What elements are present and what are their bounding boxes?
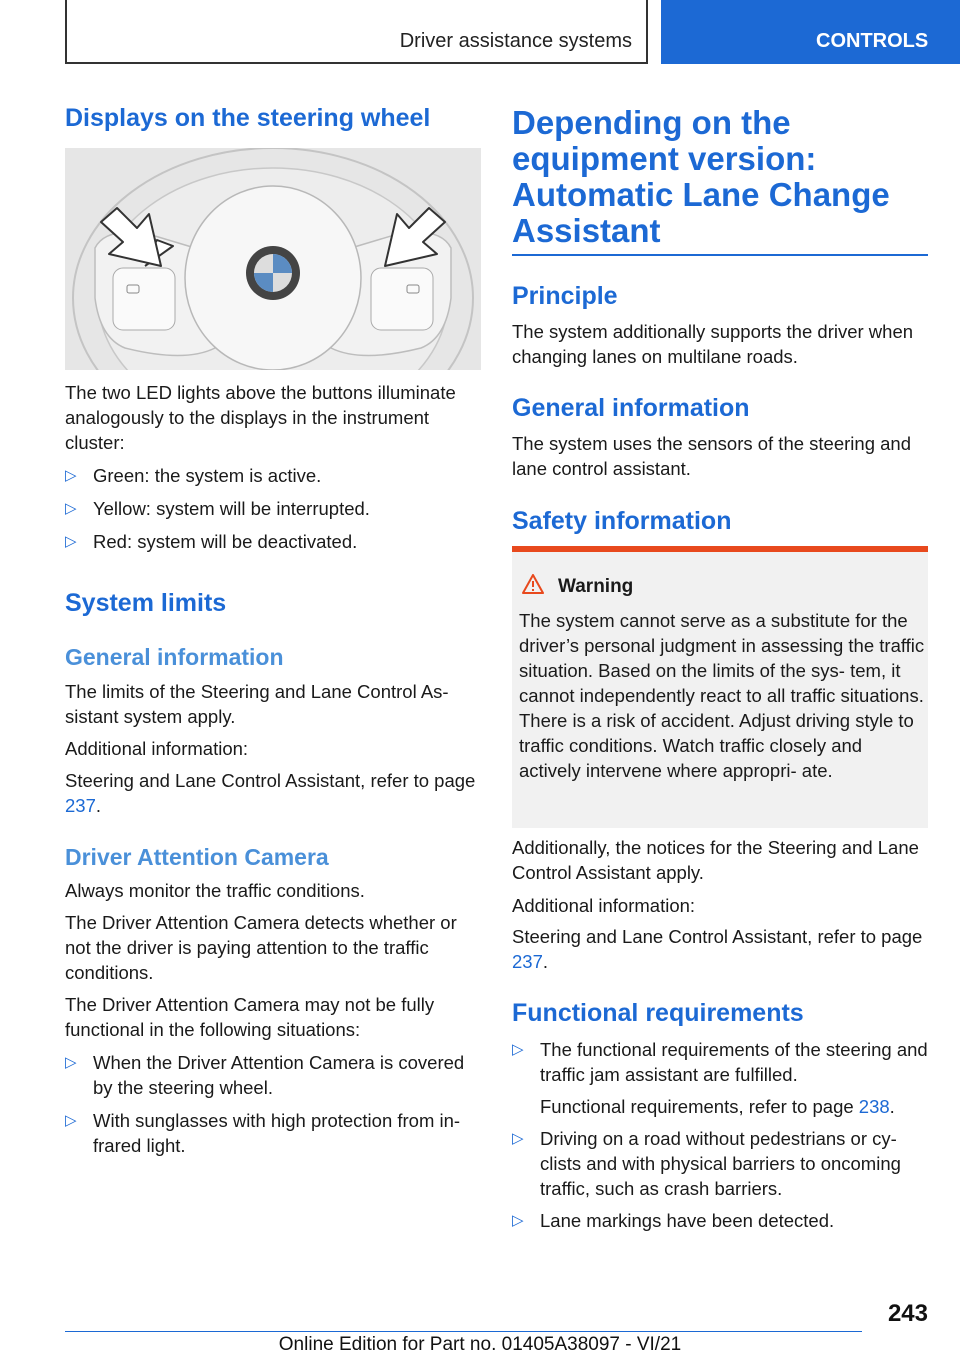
page-link-237-right[interactable]: 237: [512, 951, 543, 972]
camera-paragraph-2: The Driver Attention Camera detects whether or not the driver is paying attention to the traffic conditions.: [65, 912, 457, 983]
led-intro: The two LED lights above the buttons illuminate analogously to the displays in the instrument cluster:: [65, 382, 456, 453]
warning-text: The system cannot serve as a substitute for the driver’s personal judgment in assessing the traffic situation. Based on the limits of the sys‐ tem, it cannot independently react to all traffic situations. There is a risk of accident. Adjust driving style to traffic conditions. Watch traffic closely and actively intervene where appropri‐ ate.: [519, 610, 925, 781]
footer-edition: Online Edition for Part no. 01405A38097 - VI/21: [278, 1334, 682, 1355]
steering-displays-heading: Displays on the steering wheel: [65, 104, 431, 132]
page-title: Depending on the equipment version: Automatic Lane Change Assistant: [512, 104, 890, 249]
func-item-assistants: ▷ The functional requirements of the steering and traffic jam assistant are fulfilled. Functional requirements, refer to page 238.: [512, 1037, 928, 1121]
func-item-road: ▷ Driving on a road without pedestrians or cy‐ clists and with physical barriers to oncoming traffic, such as crash barriers.: [512, 1128, 901, 1199]
triangle-right-icon: ▷: [512, 1041, 524, 1058]
additional-notices: Additionally, the notices for the Steering and Lane Control Assistant apply.: [512, 837, 919, 883]
header-section-box: [65, 0, 648, 64]
triangle-right-icon: ▷: [65, 1054, 77, 1071]
functional-requirements-heading: Functional requirements: [512, 999, 804, 1027]
triangle-right-icon: ▷: [512, 1130, 524, 1147]
warning-box: [512, 552, 928, 828]
page-link-237[interactable]: 237: [65, 795, 96, 816]
triangle-right-icon: ▷: [65, 467, 77, 484]
camera-item-sunglasses: ▷ With sunglasses with high protection from in‐ frared light.: [65, 1110, 461, 1156]
general-information-heading: General information: [65, 644, 284, 670]
camera-item-covered: ▷ When the Driver Attention Camera is covered by the steering wheel.: [65, 1052, 465, 1098]
title-divider: [512, 254, 928, 256]
system-limits-heading: System limits: [65, 589, 227, 617]
safety-information-heading: Safety information: [512, 507, 732, 535]
driver-attention-camera-heading: Driver Attention Camera: [65, 844, 329, 870]
general-information-text: The system uses the sensors of the steering and lane control assistant.: [512, 433, 911, 479]
camera-paragraph-3: The Driver Attention Camera may not be fully functional in the following situations:: [65, 994, 435, 1040]
warning-label: Warning: [558, 576, 634, 597]
limits-additional-info: Additional information:: [65, 738, 249, 759]
principle-heading: Principle: [512, 282, 618, 310]
general-information-heading-right: General information: [512, 394, 750, 422]
additional-info-right: Additional information:: [512, 895, 696, 916]
limits-text: The limits of the Steering and Lane Control As‐ sistant system apply.: [65, 681, 449, 727]
led-item-yellow: ▷ Yellow: system will be interrupted.: [65, 498, 370, 519]
limits-reference: Steering and Lane Control Assistant, refer to page 237.: [65, 770, 476, 816]
led-item-red: ▷ Red: system will be deactivated.: [65, 531, 358, 552]
header-section-title: Driver assistance systems: [399, 30, 632, 52]
steering-wheel-illustration: [65, 148, 481, 370]
page-link-238[interactable]: 238: [858, 1096, 890, 1117]
triangle-right-icon: ▷: [512, 1212, 524, 1229]
triangle-right-icon: ▷: [65, 533, 77, 550]
led-item-green: ▷ Green: the system is active.: [65, 465, 322, 486]
footer-divider: [65, 1331, 862, 1332]
header-tab: CONTROLS: [661, 0, 960, 64]
camera-paragraph-1: Always monitor the traffic conditions.: [65, 880, 365, 901]
additional-reference-right: Steering and Lane Control Assistant, refer to page 237.: [512, 926, 923, 972]
func-item-reference: Functional requirements, refer to page 238.: [540, 1096, 895, 1117]
principle-text: The system additionally supports the driver when changing lanes on multilane roads.: [512, 321, 914, 367]
triangle-right-icon: ▷: [65, 500, 77, 517]
warning-triangle-icon: [522, 574, 544, 594]
page-number: 243: [887, 1300, 928, 1327]
triangle-right-icon: ▷: [65, 1112, 77, 1129]
func-item-lane-markings: ▷ Lane markings have been detected.: [512, 1210, 835, 1231]
